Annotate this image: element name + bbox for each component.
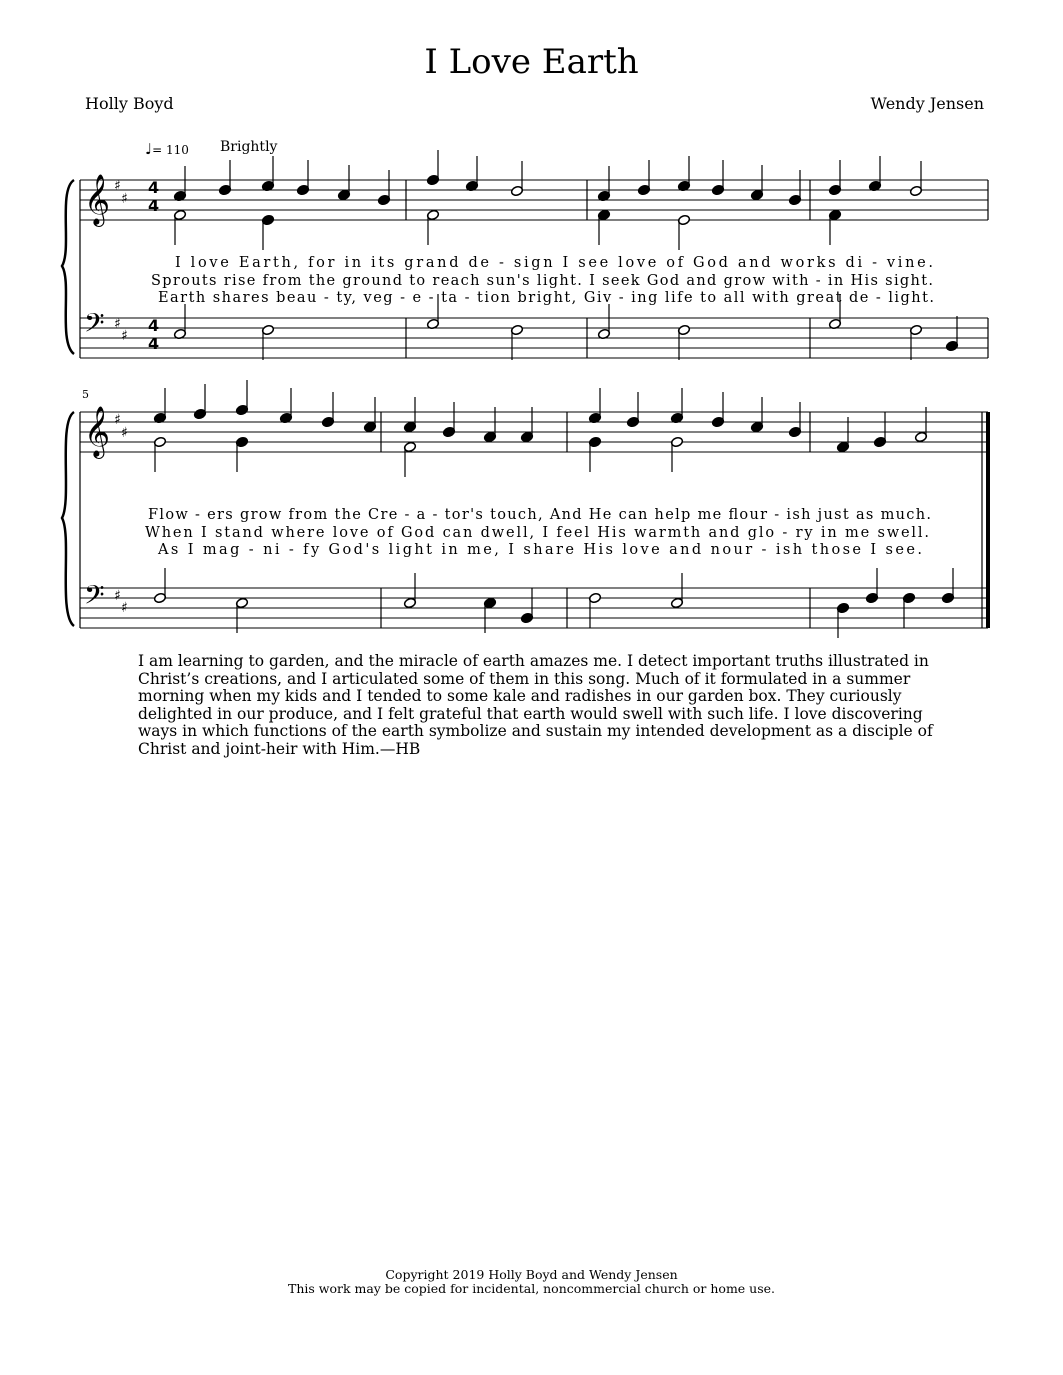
lyric-line-2: Sprouts rise from the ground to reach sun's light. I seek God and grow with - in His sight. bbox=[151, 273, 933, 289]
copyright-notice bbox=[0, 1268, 1063, 1296]
time-sig-top: 4 bbox=[148, 178, 160, 197]
time-sig-bottom: 4 bbox=[148, 196, 160, 215]
sharp-icon: ♯ bbox=[121, 191, 128, 207]
sharp-icon: ♯ bbox=[121, 425, 128, 441]
lyric-line-4: Flow - ers grow from the Cre - a - tor's touch, And He can help me flour - ish just as much. bbox=[148, 507, 932, 523]
usage-line: This work may be copied for incidental, noncommercial church or home use. bbox=[287, 1281, 776, 1296]
sharp-icon: ♯ bbox=[114, 588, 121, 604]
bass-clef-icon: 𝄢 bbox=[84, 579, 105, 617]
staff-lines bbox=[80, 180, 988, 628]
lyricist-name: Holly Boyd bbox=[85, 94, 174, 113]
composer-name: Wendy Jensen bbox=[870, 94, 984, 113]
notes bbox=[153, 150, 958, 638]
lyric-line-3: Earth shares beau - ty, veg - e - ta - tion bright, Giv - ing life to all with great de - light. bbox=[158, 290, 934, 306]
bass-clef-icon: 𝄢 bbox=[84, 307, 105, 345]
music-score bbox=[0, 0, 1063, 650]
sharp-icon: ♯ bbox=[121, 328, 128, 344]
treble-clef-icon: 𝄞 bbox=[84, 174, 111, 225]
sharp-icon: ♯ bbox=[114, 412, 121, 428]
sharp-icon: ♯ bbox=[114, 178, 121, 194]
style-marking: Brightly bbox=[220, 139, 278, 155]
song-title: I Love Earth bbox=[424, 42, 639, 82]
lyric-line-5: When I stand where love of God can dwell, I feel His warmth and glo - ry in me swell. bbox=[145, 525, 929, 541]
brace-system-2 bbox=[62, 412, 74, 626]
treble-clef-icon: 𝄞 bbox=[84, 406, 111, 457]
quarter-note-icon: ♩ bbox=[145, 140, 153, 158]
measure-number: 5 bbox=[82, 388, 89, 401]
time-sig-top: 4 bbox=[148, 316, 160, 335]
lyric-line-6: As I mag - ni - fy God's light in me, I share His love and nour - ish those I see. bbox=[158, 542, 922, 558]
brace-system-1 bbox=[62, 180, 74, 354]
lyric-line-1: I love Earth, for in its grand de - sign I see love of God and works di - vine. bbox=[175, 255, 934, 271]
time-sig-bottom: 4 bbox=[148, 334, 160, 353]
copyright-line: Copyright 2019 Holly Boyd and Wendy Jensen bbox=[385, 1267, 678, 1282]
song-commentary: I am learning to garden, and the miracle of earth amazes me. I detect important truths illustrated in Christ’s creations, and I articulated some of them in this song. Much of it formulated in a summer morning when my kids and I tended to some kale and radishes in our garden box. They curiously delighted in our produce, and I felt grateful that earth would swell with such life. I love discovering ways in which functions of the earth symbolize and sustain my intended development as a disciple of Christ and joint-heir with Him.—HB bbox=[138, 652, 933, 758]
sharp-icon: ♯ bbox=[114, 316, 121, 332]
sharp-icon: ♯ bbox=[121, 600, 128, 616]
tempo-bpm: = 110 bbox=[152, 143, 189, 157]
